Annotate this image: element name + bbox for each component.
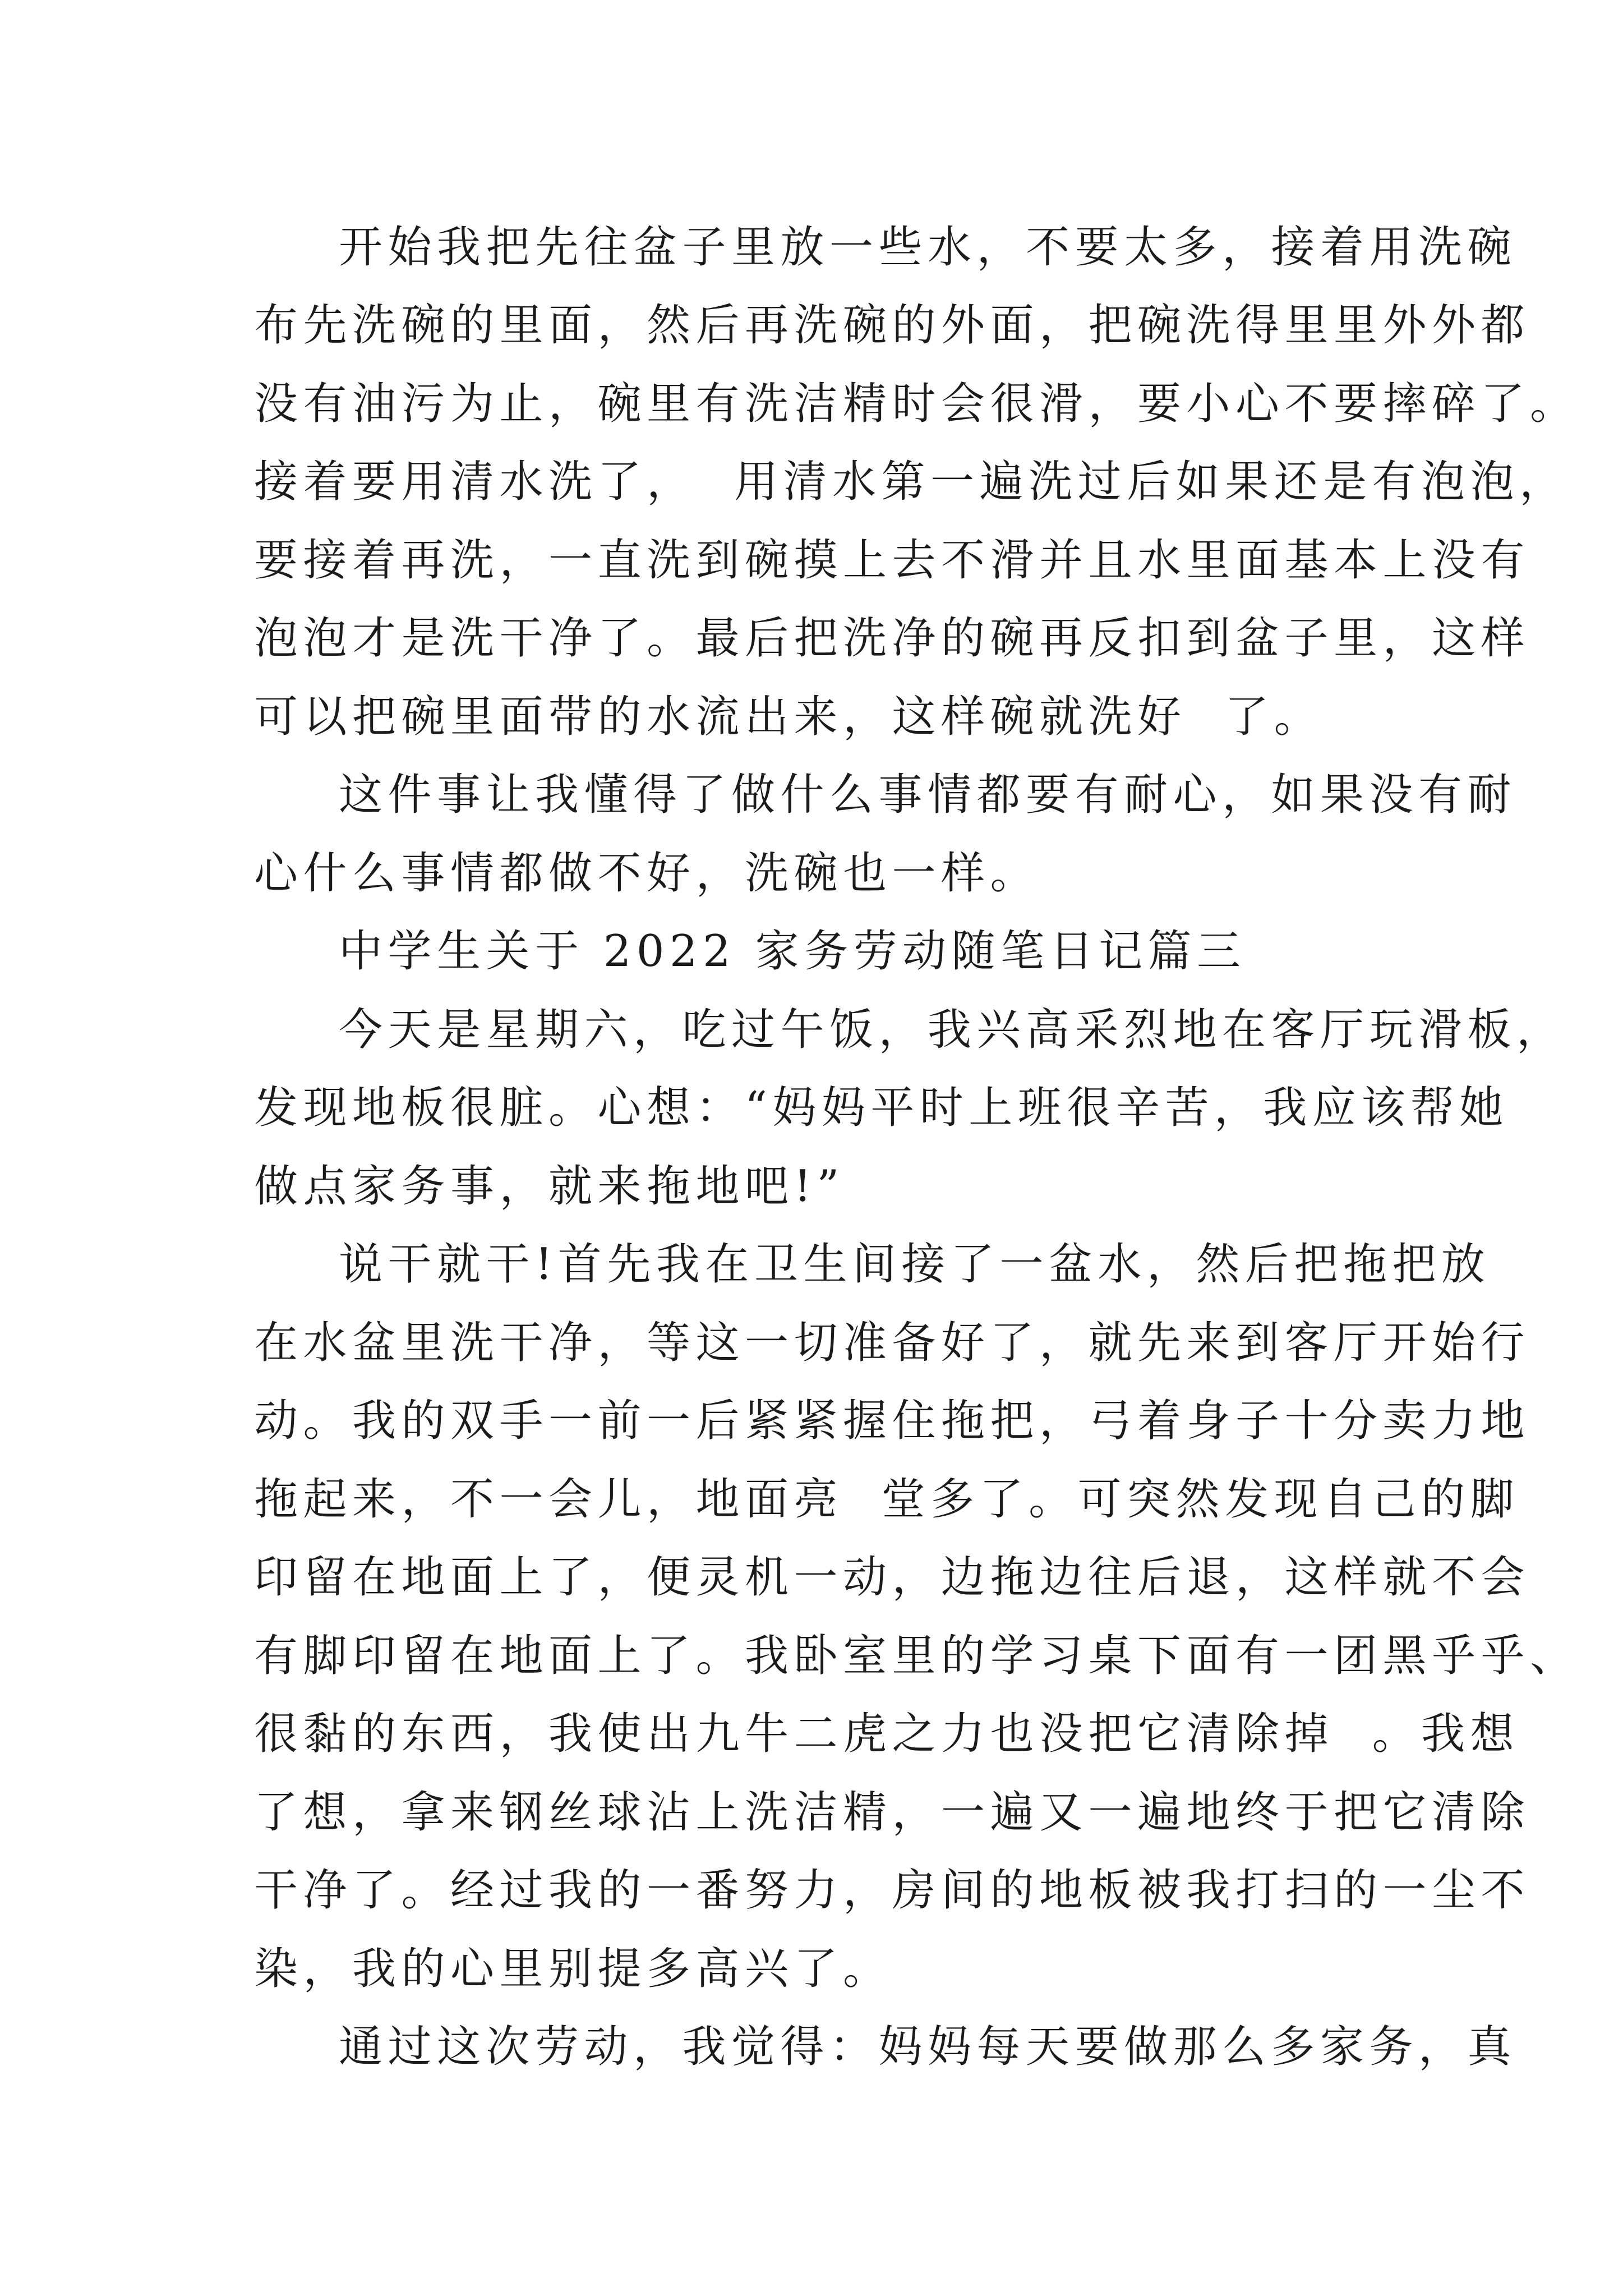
text-line: 说干就干!首先我在卫生间接了一盆水，然后把拖把放: [339, 1239, 1491, 1290]
text-line: 接着要用清水洗了， 用清水第一遍洗过后如果还是有泡泡，: [254, 457, 1569, 507]
text-line: 有脚印留在地面上了。我卧室里的学习桌下面有一团黑乎乎、: [254, 1631, 1579, 1681]
text-line: 干净了。经过我的一番努力，房间的地板被我打扫的一尘不: [254, 1865, 1530, 1916]
text-line: 这件事让我懂得了做什么事情都要有耐心，如果没有耐: [339, 770, 1517, 820]
text-line: 染，我的心里别提多高兴了。: [254, 1944, 892, 1994]
text-line: 很黏的东西，我使出九牛二虎之力也没把它清除掉 。我想: [254, 1709, 1520, 1759]
text-line: 没有油污为止，碗里有洗洁精时会很滑，要小心不要摔碎了。: [254, 379, 1579, 429]
text-line: 动。我的双手一前一后紧紧握住拖把，弓着身子十分卖力地: [254, 1396, 1530, 1446]
text-line: 通过这次劳动，我觉得：妈妈每天要做那么多家务，真: [339, 2022, 1517, 2072]
text-line: 了想，拿来钢丝球沾上洗洁精，一遍又一遍地终于把它清除: [254, 1787, 1530, 1838]
text-line: 要接着再洗，一直洗到碗摸上去不滑并且水里面基本上没有: [254, 535, 1530, 586]
text-line: 发现地板很脏。心想：“妈妈平时上班很辛苦，我应该帮她: [254, 1083, 1509, 1133]
text-line: 可以把碗里面带的水流出来，这样碗就洗好 了。: [254, 692, 1324, 742]
text-line: 做点家务事，就来拖地吧!”: [254, 1161, 845, 1212]
text-line: 泡泡才是洗干净了。最后把洗净的碗再反扣到盆子里，这样: [254, 613, 1530, 664]
text-line: 印留在地面上了，便灵机一动，边拖边往后退，这样就不会: [254, 1552, 1530, 1603]
text-line: 在水盆里洗干净，等这一切准备好了，就先来到客厅开始行: [254, 1318, 1530, 1368]
text-line: 布先洗碗的里面，然后再洗碗的外面，把碗洗得里里外外都: [254, 300, 1530, 351]
text-line: 今天是星期六，吃过午饭，我兴高采烈地在客厅玩滑板，: [339, 1005, 1566, 1055]
text-line: 拖起来，不一会儿，地面亮 堂多了。可突然发现自己的脚: [254, 1474, 1520, 1525]
text-line: 心什么事情都做不好，洗碗也一样。: [254, 848, 1040, 899]
text-line: 开始我把先往盆子里放一些水，不要太多，接着用洗碗: [339, 222, 1517, 273]
section-heading: 中学生关于 2022 家务劳动随笔日记篇三: [339, 926, 1246, 977]
